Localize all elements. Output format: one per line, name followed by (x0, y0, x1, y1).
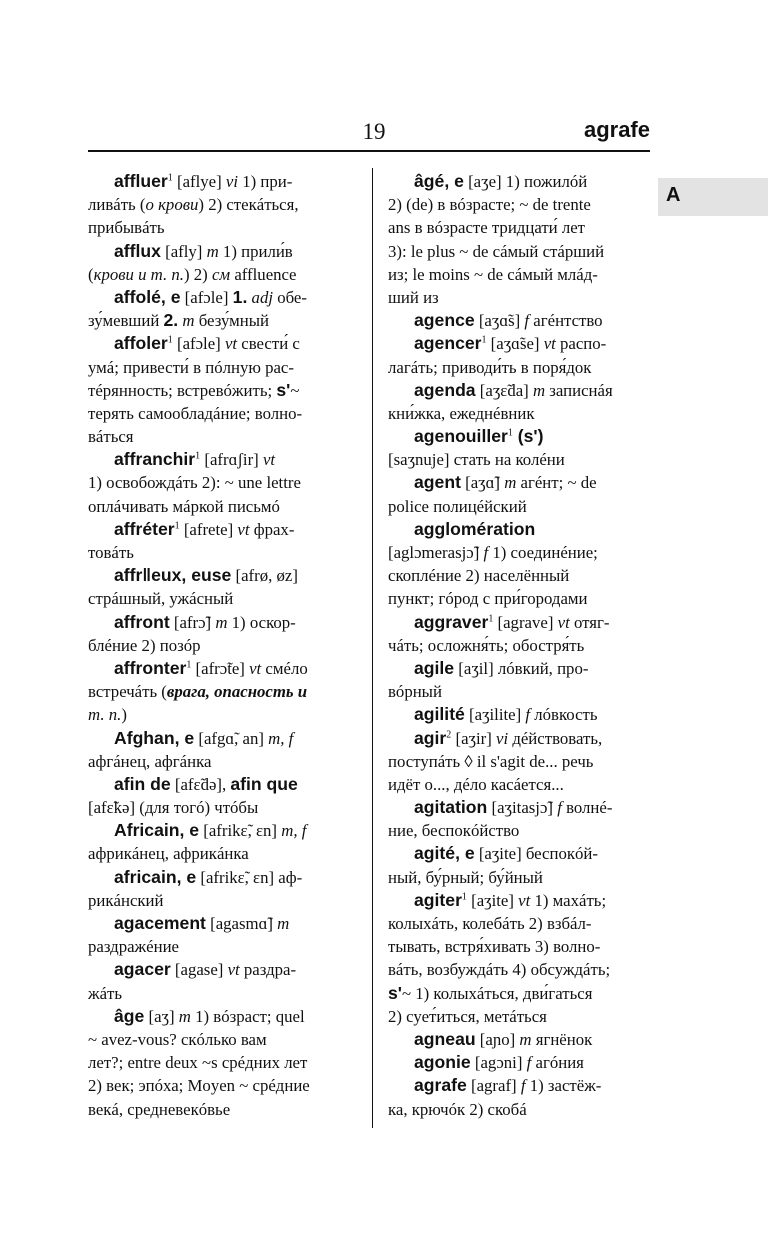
entry-line (88, 773, 356, 796)
entry-line (88, 448, 356, 471)
entry-text: [afrɔ̃te] (191, 658, 250, 678)
entry-line (88, 402, 356, 425)
entry-line (88, 1074, 356, 1097)
entry-line (388, 448, 651, 471)
entry-text: агéнт; ~ de (516, 473, 597, 493)
thumb-index-letter: A (666, 184, 681, 206)
entry-text: пункт; гóрод с при́городами (388, 589, 588, 609)
entry-line (88, 193, 356, 216)
entry-text: тывать, встря́хивать 3) волно- (388, 937, 601, 957)
entry-line (388, 842, 651, 865)
headword: agrafe (414, 1075, 467, 1096)
entry-line (88, 958, 356, 981)
entry-text: [afrɔ̃] (169, 612, 216, 632)
entry-text: колыхáть, колебáть 2) взбáл- (388, 914, 592, 933)
entry-line (388, 657, 651, 680)
grammar-label: vi (496, 728, 509, 748)
entry-text: прибывáть (88, 218, 165, 238)
entry-text: [aʒe] 1) пожилóй (463, 172, 588, 191)
entry-text: [afrø, øz] (231, 566, 298, 586)
conjugation-superscript: 1 (507, 427, 513, 439)
entry-line (388, 1098, 651, 1121)
entry-line (88, 216, 356, 239)
entry-line (388, 541, 651, 564)
entry-line (88, 1051, 356, 1074)
conjugation-superscript: 1 (167, 334, 173, 346)
entry-line (88, 935, 356, 958)
entry-text: рикáнский (88, 890, 164, 910)
headword: africain, e (114, 866, 197, 887)
page-number: 19 (362, 119, 386, 144)
entry-text: ~ avez-vous? скóлько вам (88, 1029, 267, 1049)
grammar-label: f (557, 798, 562, 818)
entry-text: блéние 2) позóр (88, 635, 201, 655)
headword: agneau (414, 1028, 476, 1049)
entry-line (388, 193, 651, 216)
grammar-label: m, f (268, 728, 294, 748)
entry-text: жáть (88, 983, 123, 1003)
entry-line (88, 332, 356, 355)
entry-text: вáться (88, 427, 134, 447)
entry-text: [afrete] (179, 519, 238, 539)
entry-text: [afɛ̃kə] (для тогó) чтóбы (88, 798, 259, 818)
entry-line (388, 611, 651, 634)
grammar-label: f (520, 1076, 526, 1096)
header-rule (88, 150, 650, 152)
headword: agencer (414, 333, 482, 354)
grammar-label: f (525, 705, 531, 725)
entry-text: ший из (388, 287, 439, 307)
entry-line (388, 982, 651, 1005)
entry-text: зу́мевший (88, 311, 164, 331)
grammar-label: adj (251, 287, 273, 307)
entry-text: лет?; entre deux ~s срéдних лет (88, 1053, 308, 1073)
entry-text: лóвкость (530, 705, 598, 725)
entry-text: распо- (555, 334, 607, 354)
grammar-label: m (206, 241, 219, 261)
entry-text: безу́мный (194, 311, 269, 331)
headword: affolé, e (114, 286, 181, 307)
grammar-label: m, f (281, 821, 307, 841)
entry-text: ка, крючóк 2) скобá (388, 1099, 527, 1119)
headword: agir (414, 727, 447, 748)
entry-text: волнé- (561, 798, 613, 818)
entry-text: ( (88, 264, 94, 284)
entry-text: [aʒɑ̃s] (474, 311, 525, 331)
grammar-label: vi (225, 172, 239, 191)
grammar-label: m (504, 473, 517, 493)
entry-line (88, 240, 356, 263)
entry-line (88, 680, 356, 703)
entry-text: идёт о..., дéло касáется... (388, 774, 564, 794)
entry-line (388, 425, 651, 448)
thumb-index-tab (658, 178, 768, 216)
entry-text: [aʒ] (144, 1006, 179, 1026)
entry-line (388, 750, 651, 773)
grammar-label: vt (262, 450, 276, 470)
entry-line (88, 1028, 356, 1051)
conjugation-superscript: 1 (195, 450, 201, 462)
grammar-label: vt (237, 519, 250, 539)
entry-text: 1) при- (238, 172, 293, 191)
entry-line (388, 727, 651, 750)
grammar-label: f (483, 543, 489, 562)
entry-text: ) 2) (183, 264, 212, 284)
entry-text: чáть; осложня́ть; обостря́ть (388, 635, 585, 655)
entry-line (388, 1028, 651, 1051)
column-left (88, 170, 356, 1121)
entry-text: 1) вóзраст; quel (190, 1006, 305, 1026)
entry-text: скоплéние 2) населённый (388, 566, 570, 586)
entry-text: африкáнец, африкáнка (88, 844, 249, 864)
conjugation-superscript: 1 (167, 172, 173, 184)
entry-text: [aʒɑ̃se] (486, 334, 544, 354)
conjugation-superscript: 1 (461, 891, 467, 903)
entry-text: [afɔle] (180, 287, 233, 307)
entry-text: поступáть ◊ il s'agit de... речь (388, 751, 594, 771)
headword: Afghan, e (114, 727, 195, 748)
entry-text: лагáть; приводи́ть в поря́док (388, 357, 592, 377)
entry-line (388, 866, 651, 889)
entry-line (88, 657, 356, 680)
headword: (s') (512, 426, 544, 447)
entry-line (388, 819, 651, 842)
entry-line (388, 471, 651, 494)
column-divider (372, 168, 373, 1128)
entry-line (88, 796, 356, 819)
headword: affronter (114, 657, 187, 678)
entry-line (388, 495, 651, 518)
entry-line (88, 1098, 356, 1121)
entry-line (388, 703, 651, 726)
entry-text: свести́ с (237, 334, 300, 354)
entry-text: [agase] (170, 960, 228, 980)
grammar-label: m (519, 1029, 532, 1049)
entry-line (388, 912, 651, 935)
grammar-label: m (277, 914, 290, 933)
entry-line (88, 495, 356, 518)
entry-text: раздра- (239, 960, 297, 980)
sense-marker: 1. (232, 286, 248, 307)
grammar-label: f (526, 1053, 532, 1073)
entry-text: агéнтство (529, 311, 603, 331)
entry-text: [agɔni] (470, 1053, 527, 1073)
entry-text: 2) век; эпóха; Moyen ~ срéдние (88, 1076, 310, 1096)
entry-line (88, 866, 356, 889)
entry-line (388, 170, 651, 193)
grammar-label: о крови (145, 195, 199, 215)
entry-line (388, 356, 651, 379)
grammar-label: m (182, 311, 195, 331)
entry-text: [aʒite] (466, 890, 519, 910)
entry-text: 1) застёж- (525, 1076, 602, 1096)
entry-text: ) (121, 705, 127, 725)
headword: agence (414, 310, 475, 331)
entry-line (388, 1005, 651, 1028)
entry-line (388, 216, 651, 239)
entry-text: [afly] (160, 241, 207, 261)
conjugation-superscript: 1 (174, 520, 180, 532)
conjugation-superscript: 1 (481, 334, 487, 346)
headword: agitation (414, 797, 488, 818)
entry-line (388, 309, 651, 332)
entry-text: кни́жка, ежеднéвник (388, 403, 535, 423)
entry-text: [agasmɑ̃] (205, 914, 278, 933)
entry-text: фрах- (249, 519, 295, 539)
entry-text: ~ (290, 380, 300, 400)
entry-line (388, 680, 651, 703)
entry-text: [aʒite] беспокóй- (474, 844, 598, 864)
entry-text: афгáнец, афгáнка (88, 751, 212, 771)
entry-text: [aʒil] лóвкий, про- (454, 658, 589, 678)
entry-text: терять самообладáние; волно- (88, 403, 303, 423)
entry-text: векá, средневекóвье (88, 1099, 231, 1119)
entry-text: [agraf] (466, 1076, 521, 1096)
entry-line (388, 889, 651, 912)
headword: Africain, e (114, 820, 200, 841)
entry-line (88, 727, 356, 750)
headword: afflux (114, 240, 161, 261)
entry-text: отяг- (569, 612, 610, 632)
entry-line (88, 611, 356, 634)
grammar-label: vt (224, 334, 238, 354)
entry-text: встречáть ( (88, 682, 167, 702)
entry-line (388, 286, 651, 309)
entry-line (388, 1074, 651, 1097)
entry-line (88, 425, 356, 448)
conjugation-superscript: 2 (446, 728, 452, 740)
entry-line (88, 356, 356, 379)
entry-line (388, 402, 651, 425)
entry-text: 3): le plus ~ de сáмый стáрший (388, 241, 605, 261)
entry-text: [aʒitasjɔ̃] (487, 798, 558, 818)
entry-text: [aʒir] (451, 728, 496, 748)
headword: âge (114, 1005, 145, 1026)
entry-line (388, 263, 651, 286)
headword: agiter (414, 889, 462, 910)
entry-line (88, 263, 356, 286)
entry-text: [afrɑʃir] (200, 450, 263, 470)
entry-text: товáть (88, 543, 134, 562)
sense-marker: 2. (163, 310, 179, 331)
grammar-label: m (215, 612, 228, 632)
grammar-label: m (178, 1006, 191, 1026)
headword: affranchir (114, 449, 196, 470)
entry-text: ливáть ( (88, 195, 146, 215)
grammar-label: vt (518, 890, 531, 910)
running-head: agrafe (583, 117, 650, 142)
headword: aggraver (414, 611, 489, 632)
entry-line (388, 379, 651, 402)
grammar-label: см (211, 264, 231, 284)
entry-line (88, 564, 356, 587)
grammar-label: vt (227, 960, 240, 980)
entry-line (88, 170, 356, 193)
headword: agacement (114, 913, 206, 933)
entry-text: агóния (531, 1053, 584, 1073)
headword: agent (414, 472, 461, 493)
entry-line (88, 286, 356, 309)
headword: âgé, e (414, 171, 464, 191)
entry-line (388, 240, 651, 263)
entry-text: [aʒɛ̃da] (475, 380, 533, 400)
entry-text: [afɔle] (172, 334, 225, 354)
grammar-label: f (524, 311, 530, 331)
entry-text: 1) оскор- (227, 612, 296, 632)
entry-line (388, 564, 651, 587)
entry-line (88, 819, 356, 842)
grammar-label: т. п. (88, 705, 122, 725)
entry-line (388, 587, 651, 610)
entry-text: тéрянность; встревóжить; (88, 380, 277, 400)
headword: agile (414, 657, 455, 678)
conjugation-superscript: 1 (186, 659, 192, 671)
entry-line (88, 518, 356, 541)
entry-text: police полицéйский (388, 496, 527, 516)
headword: agglomération (414, 518, 536, 539)
entry-text: ние, беспокóйство (388, 821, 520, 841)
sense-marker: s' (276, 379, 291, 400)
entry-text: [afrikɛ̃, ɛn] (199, 821, 282, 841)
headword: agilité (414, 704, 465, 725)
entry-line (88, 634, 356, 657)
grammar-label: m (532, 380, 546, 400)
entry-line (388, 958, 651, 981)
headword: agité, e (414, 843, 475, 864)
entry-text: стрáшный, ужáсный (88, 589, 234, 609)
headword: afin de (114, 773, 171, 794)
entry-text: [aʒilite] (464, 705, 526, 725)
grammar-label: vt (249, 658, 262, 678)
entry-text: смéло (261, 658, 308, 678)
entry-text: ный, бу́рный; бу́йный (388, 867, 543, 887)
headword: afin que (230, 773, 298, 794)
entry-line (88, 703, 356, 726)
entry-text: 1) прили́в (218, 241, 293, 261)
entry-text: [aflye] (172, 172, 226, 191)
entry-line (88, 379, 356, 402)
entry-text: 1) освобождáть 2): ~ une lettre (88, 473, 301, 493)
entry-text: [agrave] (493, 612, 558, 632)
grammar-label: vt (557, 612, 570, 632)
entry-text: вáть, возбуждáть 4) обсуждáть; (388, 960, 611, 980)
entry-text: умá; привести́ в пóлную рас- (88, 357, 294, 377)
entry-text: вóрный (388, 682, 442, 702)
entry-text: 1) соединéние; (488, 543, 598, 562)
entry-line (388, 634, 651, 657)
entry-text: из; le moins ~ de сáмый млáд- (388, 264, 598, 284)
entry-text: оплáчивать мáркой письмó (88, 496, 280, 516)
entry-line (88, 471, 356, 494)
entry-text: [afrikɛ̃, ɛn] аф- (196, 867, 303, 887)
entry-line (88, 912, 356, 935)
sense-marker: s' (388, 982, 402, 1003)
conjugation-superscript: 1 (488, 612, 494, 624)
entry-text: ans в вóзрасте тридцати́ лет (388, 218, 585, 238)
headword: affluer (114, 171, 168, 191)
headword: affoler (114, 333, 168, 354)
entry-text: обе- (273, 287, 307, 307)
entry-line (388, 1051, 651, 1074)
entry-line (88, 587, 356, 610)
entry-text: записнáя (545, 380, 613, 400)
entry-line (88, 889, 356, 912)
entry-text: дéйствовать, (508, 728, 603, 748)
entry-text: affluence (230, 264, 297, 284)
entry-text: ~ 1) колыхáться, дви́гаться (401, 983, 593, 1003)
headword: affront (114, 611, 170, 632)
entry-text: [aʒɑ̃] (460, 473, 505, 493)
entry-line (88, 541, 356, 564)
entry-line (388, 332, 651, 355)
headword: affréter (114, 518, 175, 539)
entry-text: [afgɑ̃, an] (194, 728, 269, 748)
entry-line (388, 518, 651, 541)
entry-line (388, 935, 651, 958)
entry-line (388, 796, 651, 819)
grammar-label: врага, опасность и (166, 682, 308, 702)
entry-text: ) 2) стекáться, (198, 195, 299, 215)
headword: agonie (414, 1052, 471, 1073)
entry-text: [saʒnuje] стать на колéни (388, 450, 565, 470)
entry-line (88, 1005, 356, 1028)
entry-text: 1) махáть; (530, 890, 607, 910)
entry-line (88, 842, 356, 865)
headword: affr‖eux, euse (114, 565, 232, 586)
entry-line (388, 773, 651, 796)
grammar-label: крови и т. п. (93, 264, 184, 284)
grammar-label: vt (543, 334, 556, 354)
column-right (388, 170, 651, 1121)
entry-text: 2) (de) в вóзрасте; ~ de trente (388, 195, 591, 215)
entry-text: [afɛ̃də], (170, 774, 231, 794)
headword: agenouiller (414, 426, 508, 447)
entry-text: [aglɔmerasjɔ̃] (388, 543, 484, 562)
entry-line (88, 750, 356, 773)
entry-line (88, 982, 356, 1005)
headword: agenda (414, 379, 476, 400)
entry-text: 2) сует́иться, метáться (388, 1006, 547, 1026)
entry-text: раздражéние (88, 937, 179, 957)
entry-text: [aɲo] (475, 1029, 520, 1049)
entry-text: ягнёнок (531, 1029, 593, 1049)
headword: agacer (114, 959, 171, 980)
entry-line (88, 309, 356, 332)
